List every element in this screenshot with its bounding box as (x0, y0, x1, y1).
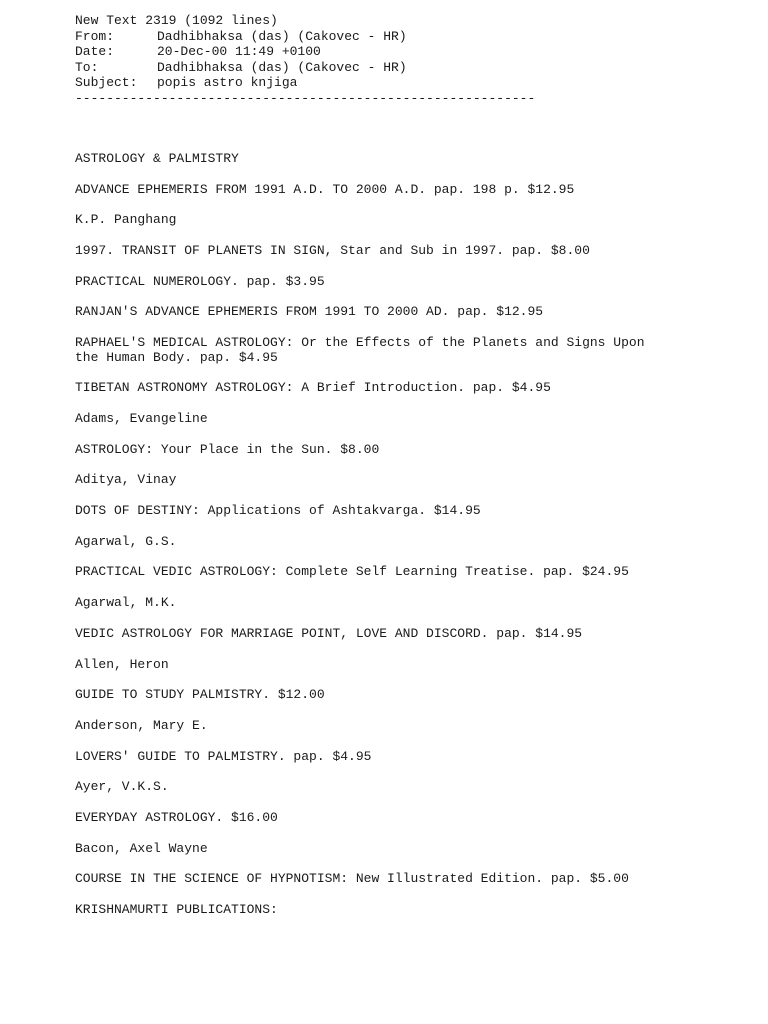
document-page (75, 13, 735, 934)
header-subject-value: popis astro knjiga (157, 75, 298, 90)
section-heading: ASTROLOGY & PALMISTRY (75, 151, 239, 166)
text-line: RAPHAEL'S MEDICAL ASTROLOGY: Or the Effects of the Planets and Signs Upon the Human Body. pap. $4.95 (75, 335, 645, 365)
text-line: EVERYDAY ASTROLOGY. $16.00 (75, 809, 278, 825)
header-from-key: From: (75, 28, 115, 44)
text-line: RANJAN'S ADVANCE EPHEMERIS FROM 1991 TO 2000 AD. pap. $12.95 (75, 304, 544, 320)
header-to-key: To: (75, 59, 99, 75)
header-to (75, 60, 735, 76)
text-line: DOTS OF DESTINY: Applications of Ashtakvarga. $14.95 (75, 503, 481, 519)
text-line: TIBETAN ASTRONOMY ASTROLOGY: A Brief Introduction. pap. $4.95 (75, 380, 551, 396)
text-line: PRACTICAL VEDIC ASTROLOGY: Complete Self Learning Treatise. pap. $24.95 (75, 564, 629, 580)
text-line: KRISHNAMURTI PUBLICATIONS: (75, 902, 278, 917)
text-line: 1997. TRANSIT OF PLANETS IN SIGN, Star and Sub in 1997. pap. $8.00 (75, 243, 590, 259)
text-line: VEDIC ASTROLOGY FOR MARRIAGE POINT, LOVE AND DISCORD. pap. $14.95 (75, 625, 583, 641)
header-title-line: New Text 2319 (1092 lines) (75, 13, 278, 28)
text-line: Allen, Heron (75, 656, 169, 672)
header-to-value: Dadhibhaksa (das) (Cakovec - HR) (157, 59, 407, 75)
header-subject-key: Subject: (75, 75, 138, 90)
header-subject (75, 75, 735, 91)
header-date-key: Date: (75, 44, 115, 59)
text-line: K.P. Panghang (75, 212, 177, 228)
text-line: Ayer, V.K.S. (75, 779, 169, 795)
text-line: Bacon, Axel Wayne (75, 840, 208, 856)
text-line: PRACTICAL NUMEROLOGY. pap. $3.95 (75, 273, 325, 289)
header-separator: ----------------------------------------------------------- (75, 90, 536, 106)
header-date (75, 44, 735, 60)
header-from-value: Dadhibhaksa (das) (Cakovec - HR) (157, 28, 407, 44)
text-line: GUIDE TO STUDY PALMISTRY. $12.00 (75, 687, 325, 703)
spacer (75, 106, 735, 152)
text-line: ADVANCE EPHEMERIS FROM 1991 A.D. TO 2000 A.D. pap. 198 p. $12.95 (75, 181, 575, 197)
text-line: Adams, Evangeline (75, 411, 208, 426)
header-from (75, 29, 735, 45)
header-date-value: 20-Dec-00 11:49 +0100 (157, 44, 321, 59)
text-body (75, 152, 735, 918)
text-line: COURSE IN THE SCIENCE OF HYPNOTISM: New Illustrated Edition. pap. $5.00 (75, 871, 629, 887)
text-line: Agarwal, M.K. (75, 595, 177, 611)
text-line: Anderson, Mary E. (75, 717, 208, 733)
text-line: LOVERS' GUIDE TO PALMISTRY. pap. $4.95 (75, 748, 372, 764)
text-line: ASTROLOGY: Your Place in the Sun. $8.00 (75, 441, 380, 457)
text-line: Aditya, Vinay (75, 472, 177, 488)
text-line: Agarwal, G.S. (75, 533, 177, 549)
